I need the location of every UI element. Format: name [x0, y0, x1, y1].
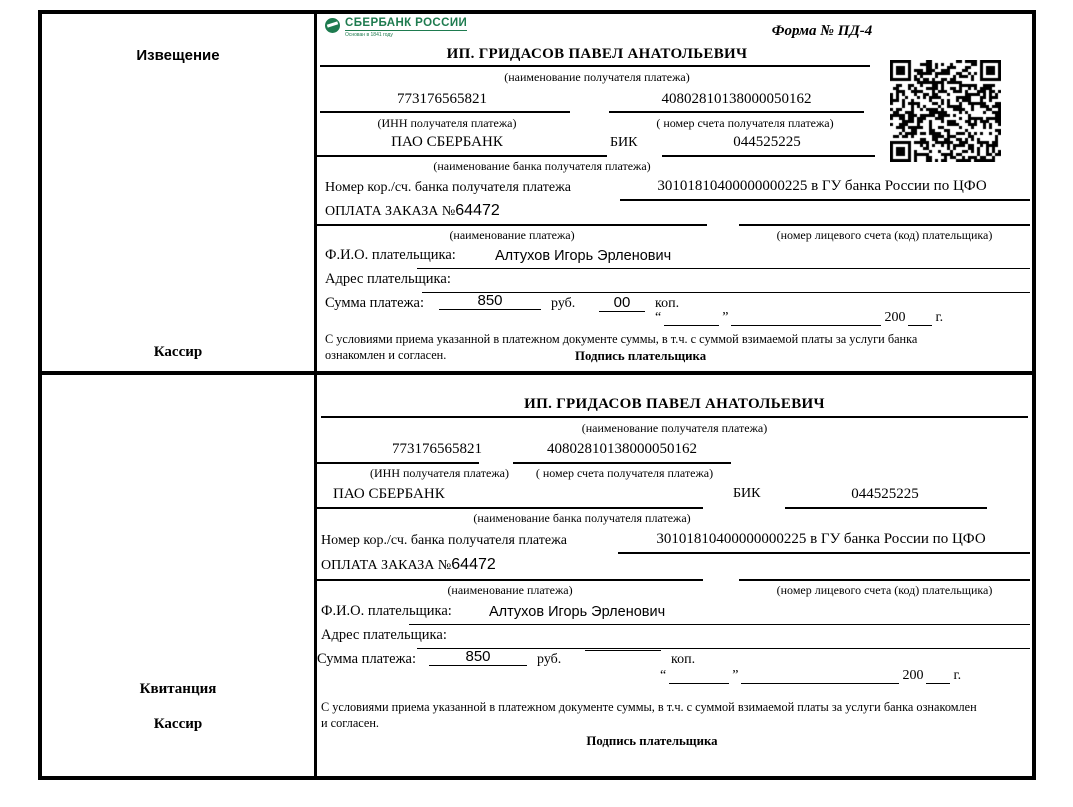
fill-line: [908, 310, 932, 326]
personal-account-caption: (номер лицевого счета (код) плательщика): [776, 583, 993, 597]
payee-name-heading: ИП. ГРИДАСОВ ПАВЕЛ АНАТОЛЬЕВИЧ: [524, 396, 825, 412]
order-number: 64472: [455, 202, 500, 219]
rub-label: руб.: [537, 652, 562, 667]
rule-line: [609, 111, 864, 113]
rule-line: [320, 111, 570, 113]
inn-value: 773176565821: [392, 441, 482, 457]
rule-line: [739, 224, 1030, 226]
agreement-text: С условиями приема указанной в платежном документе суммы, в т.ч. с суммой взимаемой платы за услуги банка ознакомлен и согласен.: [325, 332, 918, 363]
amount-label: Сумма платежа:: [325, 295, 424, 311]
rule-line: [317, 224, 707, 226]
bank-name-value: ПАО СБЕРБАНК: [391, 134, 503, 150]
bik-label: БИК: [610, 135, 638, 150]
rule-line: [620, 199, 1030, 201]
payee-name-caption: (наименование получателя платежа): [581, 421, 768, 435]
fill-line: [741, 668, 899, 684]
sberbank-logo-subtext: Основан в 1841 году: [345, 32, 393, 38]
account-caption: ( номер счета получателя платежа): [535, 466, 714, 480]
rule-line: [317, 462, 479, 464]
sberbank-logo-icon: [325, 18, 340, 33]
payment-name-caption: (наименование платежа): [449, 228, 575, 242]
year-label: 200: [884, 310, 906, 325]
sberbank-logo-text: СБЕРБАНК РОССИИ: [345, 17, 468, 29]
signature-label: Подпись плательщика: [575, 349, 707, 363]
sberbank-logo: [325, 17, 467, 38]
fill-line: [417, 268, 1030, 269]
bank-name-value: ПАО СБЕРБАНК: [333, 486, 445, 502]
rule-line: [662, 155, 875, 157]
payee-name-heading: ИП. ГРИДАСОВ ПАВЕЛ АНАТОЛЬЕВИЧ: [446, 46, 748, 62]
rule-line: [321, 416, 1028, 418]
rule-line: [317, 155, 607, 157]
inn-caption: (ИНН получателя платежа): [377, 116, 517, 130]
payment-purpose: [321, 556, 496, 574]
account-value: 40802810138000050162: [547, 441, 697, 457]
account-caption: ( номер счета получателя платежа): [656, 116, 834, 130]
account-value: 40802810138000050162: [661, 91, 812, 107]
rule-line: [785, 507, 987, 509]
amount-kop-value: 00: [599, 294, 645, 312]
inn-value: 773176565821: [397, 91, 487, 107]
payment-purpose-label: ОПЛАТА ЗАКАЗА №: [325, 204, 456, 219]
corr-account-value: 30101810400000000225 в ГУ банка России по ЦФО: [656, 531, 986, 547]
corr-account-label: Номер кор./сч. банка получателя платежа: [321, 533, 567, 548]
kop-label: коп.: [655, 296, 680, 311]
signature-label: Подпись плательщика: [586, 734, 718, 748]
fill-line: [731, 310, 881, 326]
notice-panel: [317, 14, 1032, 371]
payee-name-caption: (наименование получателя платежа): [504, 70, 690, 84]
corr-account-value: 30101810400000000225 в ГУ банка России по ЦФО: [657, 178, 987, 194]
payer-fio-value: Алтухов Игорь Эрленович: [495, 248, 672, 264]
payment-name-caption: (наименование платежа): [447, 583, 573, 597]
bank-name-caption: (наименование банка получателя платежа): [473, 511, 691, 525]
payer-address-label: Адрес плательщика:: [321, 627, 447, 643]
payment-form-pd4: [38, 10, 1036, 780]
qr-code: [890, 60, 1001, 162]
rule-line: [739, 579, 1030, 581]
fill-line: [409, 624, 1030, 625]
payer-address-label: Адрес плательщика:: [325, 271, 451, 287]
payer-fio-label: Ф.И.О. плательщика:: [325, 247, 456, 263]
bik-value: 044525225: [851, 486, 919, 502]
amount-rub-value: 850: [439, 292, 541, 310]
personal-account-caption: (номер лицевого счета (код) плательщика): [776, 228, 993, 242]
notice-left-column: [42, 14, 317, 371]
receipt-panel: [317, 375, 1032, 776]
rule-line: [317, 507, 703, 509]
receipt-title: Квитанция: [139, 681, 217, 697]
year-suffix: г.: [935, 310, 944, 325]
cashier-label: Кассир: [153, 716, 203, 732]
fill-line: [664, 310, 719, 326]
bik-label: БИК: [733, 486, 761, 501]
date-line: [655, 310, 943, 326]
corr-account-label: Номер кор./сч. банка получателя платежа: [325, 180, 571, 195]
payment-purpose: [325, 202, 500, 220]
kop-label: коп.: [671, 652, 696, 667]
order-number: 64472: [451, 556, 496, 573]
quote-open: “: [660, 668, 667, 683]
year-label: 200: [902, 668, 924, 683]
payer-fio-value: Алтухов Игорь Эрленович: [489, 604, 666, 620]
receipt-left-column: [42, 375, 317, 776]
payment-purpose-label: ОПЛАТА ЗАКАЗА №: [321, 558, 452, 573]
amount-kop-value: [585, 650, 661, 651]
inn-caption: (ИНН получателя платежа): [370, 466, 509, 480]
form-title: Форма № ПД-4: [771, 23, 873, 39]
fill-line: [669, 668, 729, 684]
rub-label: руб.: [551, 296, 576, 311]
rule-line: [618, 552, 1030, 554]
date-line: [660, 668, 961, 684]
payer-fio-label: Ф.И.О. плательщика:: [321, 603, 452, 619]
amount-label: Сумма платежа:: [317, 651, 416, 667]
rule-line: [513, 462, 731, 464]
quote-open: “: [655, 310, 662, 325]
quote-close: ”: [732, 668, 739, 683]
notice-title: Извещение: [136, 47, 220, 64]
bank-name-caption: (наименование банка получателя платежа): [433, 159, 651, 173]
quote-close: ”: [722, 310, 729, 325]
amount-rub-value: 850: [429, 648, 527, 666]
rule-line: [317, 579, 703, 581]
cashier-label: Кассир: [153, 344, 203, 360]
agreement-text: С условиями приема указанной в платежном документе суммы, в т.ч. с суммой взимаемой платы за услуги банка ознакомлен и согласен.: [321, 700, 977, 731]
year-suffix: г.: [953, 668, 962, 683]
fill-line: [926, 668, 950, 684]
rule-line: [320, 65, 870, 67]
bik-value: 044525225: [733, 134, 801, 150]
